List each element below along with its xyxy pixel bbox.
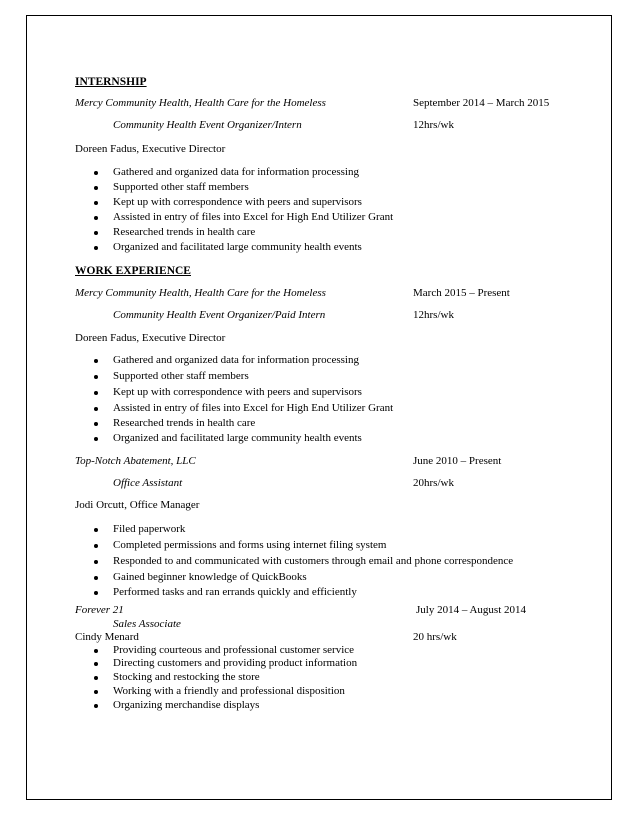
job-dates: March 2015 – Present [413,287,510,299]
list-item: Assisted in entry of files into Excel for High End Utilizer Grant [113,211,394,223]
bullet-icon [94,201,98,205]
bullet-icon [94,544,98,548]
bullet-icon [94,662,98,666]
list-item: Assisted in entry of files into Excel for High End Utilizer Grant [113,402,394,414]
bullet-icon [94,407,98,411]
bullet-icon [94,375,98,379]
bullet-icon [94,359,98,363]
internship-heading: INTERNSHIP [75,76,147,88]
bullet-icon [94,391,98,395]
bullet-icon [94,649,98,653]
list-item: Directing customers and providing product information [113,657,358,669]
job-org: Top-Notch Abatement, LLC [75,455,196,467]
bullet-icon [94,422,98,426]
list-item: Organizing merchandise displays [113,699,260,711]
bullet-icon [94,437,98,441]
list-item: Gained beginner knowledge of QuickBooks [113,571,307,583]
list-item: Kept up with correspondence with peers and supervisors [113,386,362,398]
job-hours: 20 hrs/wk [413,631,457,643]
list-item: Kept up with correspondence with peers and supervisors [113,196,362,208]
internship-hours: 12hrs/wk [413,119,454,131]
job-dates: June 2010 – Present [413,455,502,467]
internship-dates: September 2014 – March 2015 [413,97,550,109]
bullet-icon [94,186,98,190]
list-item: Filed paperwork [113,523,186,535]
internship-org: Mercy Community Health, Health Care for the Homeless [75,97,326,109]
list-item: Completed permissions and forms using internet filing system [113,539,387,551]
bullet-icon [94,560,98,564]
bullet-icon [94,171,98,175]
bullet-icon [94,246,98,250]
job-org: Mercy Community Health, Health Care for the Homeless [75,287,326,299]
bullet-icon [94,704,98,708]
job-hours: 20hrs/wk [413,477,454,489]
work-experience-heading: WORK EXPERIENCE [75,265,191,277]
list-item: Supported other staff members [113,181,249,193]
bullet-icon [94,576,98,580]
bullet-icon [94,231,98,235]
list-item: Gathered and organized data for information processing [113,166,359,178]
bullet-icon [94,528,98,532]
bullet-icon [94,676,98,680]
job-supervisor: Cindy Menard [75,631,139,643]
list-item: Providing courteous and professional customer service [113,644,355,656]
job-role: Sales Associate [113,618,181,630]
list-item: Responded to and communicated with customers through email and phone correspondence [113,555,514,567]
bullet-icon [94,690,98,694]
list-item: Working with a friendly and professional disposition [113,685,345,697]
internship-role: Community Health Event Organizer/Intern [113,119,302,131]
list-item: Stocking and restocking the store [113,671,260,683]
list-item: Gathered and organized data for information processing [113,354,359,366]
list-item: Performed tasks and ran errands quickly and efficiently [113,586,357,598]
job-org: Forever 21 [75,604,124,616]
internship-supervisor: Doreen Fadus, Executive Director [75,143,226,155]
bullet-icon [94,591,98,595]
job-role: Community Health Event Organizer/Paid Intern [113,309,326,321]
list-item: Organized and facilitated large community health events [113,241,362,253]
job-supervisor: Doreen Fadus, Executive Director [75,332,226,344]
job-hours: 12hrs/wk [413,309,454,321]
job-role: Office Assistant [113,477,183,489]
list-item: Organized and facilitated large community health events [113,432,362,444]
job-supervisor: Jodi Orcutt, Office Manager [75,499,200,511]
list-item: Researched trends in health care [113,226,256,238]
job-dates: July 2014 – August 2014 [416,604,527,616]
list-item: Researched trends in health care [113,417,256,429]
bullet-icon [94,216,98,220]
list-item: Supported other staff members [113,370,249,382]
